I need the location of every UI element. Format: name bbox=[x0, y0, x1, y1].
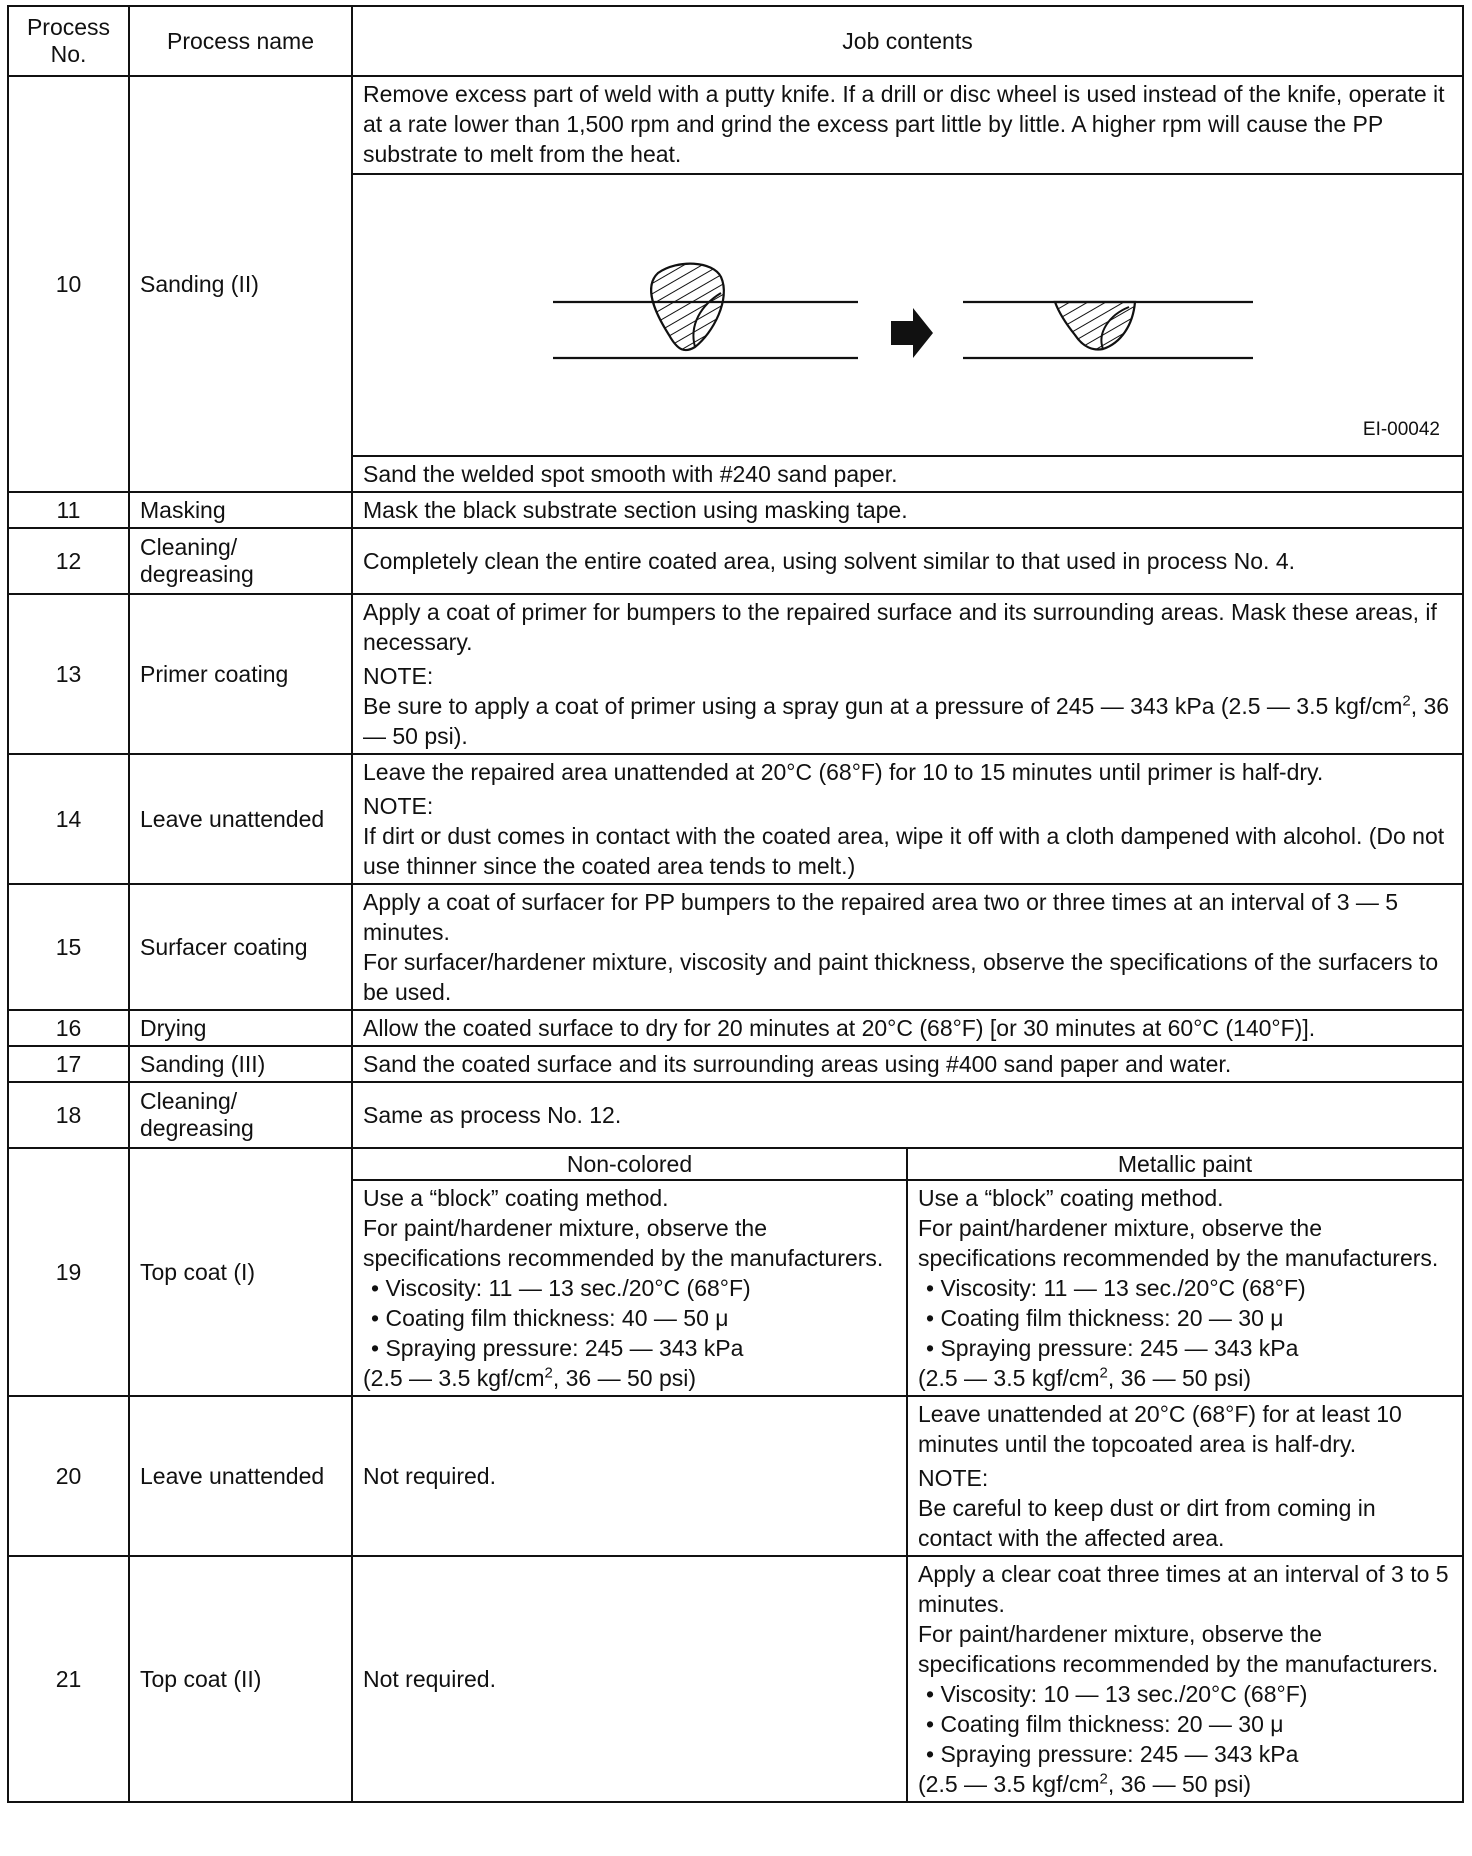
job-contents: Mask the black substrate section using masking tape. bbox=[352, 492, 1463, 528]
bullet-item: • Viscosity: 10 — 13 sec./20°C (68°F) bbox=[918, 1679, 1452, 1709]
process-name bbox=[129, 1082, 352, 1148]
process-name-text: Cleaning/ degreasing bbox=[140, 534, 254, 587]
bullet-item: • Spraying pressure: 245 — 343 kPa bbox=[918, 1333, 1452, 1363]
job-contents bbox=[352, 754, 1463, 884]
table-row bbox=[8, 1046, 1463, 1082]
weld-before-icon bbox=[553, 264, 858, 358]
job-text: Remove excess part of weld with a putty knife. If a drill or disc wheel is used instead of the knife, operate it at a rate lower than 1,500 rpm and grind the excess part little by little. A higher rpm will cause the PP substrate to melt from the heat. bbox=[363, 81, 1445, 167]
table-row bbox=[8, 1148, 1463, 1180]
process-number: 15 bbox=[8, 884, 129, 1010]
process-number: 18 bbox=[8, 1082, 129, 1148]
process-number: 19 bbox=[8, 1148, 129, 1396]
arrow-right-icon bbox=[891, 308, 933, 358]
table-row bbox=[8, 594, 1463, 754]
process-number: 12 bbox=[8, 528, 129, 594]
job-text: Apply a clear coat three times at an interval of 3 to 5 minutes. bbox=[918, 1561, 1449, 1617]
job-contents-non-colored: Not required. bbox=[352, 1396, 907, 1556]
process-number: 21 bbox=[8, 1556, 129, 1802]
process-number: 11 bbox=[8, 492, 129, 528]
table-row bbox=[8, 1082, 1463, 1148]
process-name: Leave unattended bbox=[129, 1396, 352, 1556]
job-text: Leave unattended at 20°C (68°F) for at least 10 minutes until the topcoated area is half-dry. bbox=[918, 1401, 1402, 1457]
note-label: NOTE: bbox=[363, 793, 434, 819]
weld-sanding-diagram bbox=[353, 175, 1464, 455]
bullet-item: • Spraying pressure: 245 — 343 kPa bbox=[918, 1739, 1452, 1769]
job-contents-non-colored bbox=[352, 1180, 907, 1396]
job-text: For paint/hardener mixture, observe the specifications recommended by the manufacturers. bbox=[918, 1621, 1439, 1677]
job-contents: Completely clean the entire coated area, using solvent similar to that used in process No. 4. bbox=[352, 528, 1463, 594]
job-contents: Sand the coated surface and its surrounding areas using #400 sand paper and water. bbox=[352, 1046, 1463, 1082]
process-name: Primer coating bbox=[129, 594, 352, 754]
process-name: Top coat (II) bbox=[129, 1556, 352, 1802]
table-row bbox=[8, 528, 1463, 594]
pressure-text: (2.5 — 3.5 kgf/$cm^2$, 36 — 50 psi) bbox=[363, 1364, 697, 1391]
job-contents-metallic bbox=[907, 1396, 1463, 1556]
bullet-item: • Viscosity: 11 — 13 sec./20°C (68°F) bbox=[918, 1273, 1452, 1303]
header-row bbox=[8, 6, 1463, 76]
subheader-metallic-paint: Metallic paint bbox=[907, 1148, 1463, 1180]
job-text: Leave the repaired area unattended at 20°C (68°F) for 10 to 15 minutes until primer is half-dry. bbox=[363, 759, 1324, 785]
process-name: Leave unattended bbox=[129, 754, 352, 884]
table-row bbox=[8, 884, 1463, 1010]
job-contents-metallic bbox=[907, 1180, 1463, 1396]
process-number: 20 bbox=[8, 1396, 129, 1556]
table-row bbox=[8, 1396, 1463, 1556]
process-name: Sanding (II) bbox=[129, 76, 352, 492]
figure-id: EI-00042 bbox=[1362, 419, 1441, 440]
job-text: Use a “block” coating method. bbox=[918, 1185, 1224, 1211]
note-text: Be sure to apply a coat of primer using a spray gun at a pressure of 245 — 343 kPa (2.5 — 3.5 kgf/$cm^2$, 36 — 50 psi). bbox=[363, 692, 1450, 749]
header-process-name: Process name bbox=[129, 6, 352, 76]
bullet-item: • Viscosity: 11 — 13 sec./20°C (68°F) bbox=[363, 1273, 896, 1303]
bullet-item: • Coating film thickness: 20 — 30 μ bbox=[918, 1709, 1452, 1739]
header-job-contents: Job contents bbox=[352, 6, 1463, 76]
header-process-no: Process No. bbox=[8, 6, 129, 76]
job-contents bbox=[352, 76, 1463, 174]
process-number: 10 bbox=[8, 76, 129, 492]
table-row bbox=[8, 1556, 1463, 1802]
job-contents: Allow the coated surface to dry for 20 minutes at 20°C (68°F) [or 30 minutes at 60°C (140°F)]. bbox=[352, 1010, 1463, 1046]
job-contents: Same as process No. 12. bbox=[352, 1082, 1463, 1148]
process-number: 14 bbox=[8, 754, 129, 884]
process-number: 17 bbox=[8, 1046, 129, 1082]
note-label: NOTE: bbox=[363, 663, 434, 689]
pressure-text: (2.5 — 3.5 kgf/$cm^2$, 36 — 50 psi) bbox=[918, 1364, 1252, 1391]
process-number: 13 bbox=[8, 594, 129, 754]
process-name: Masking bbox=[129, 492, 352, 528]
table-row bbox=[8, 76, 1463, 174]
note-text: Be careful to keep dust or dirt from coming in contact with the affected area. bbox=[918, 1495, 1376, 1551]
job-contents-non-colored: Not required. bbox=[352, 1556, 907, 1802]
weld-after-icon bbox=[963, 302, 1253, 358]
job-text: Use a “block” coating method. bbox=[363, 1185, 669, 1211]
process-name: Top coat (I) bbox=[129, 1148, 352, 1396]
note-label: NOTE: bbox=[918, 1465, 989, 1491]
process-name: Drying bbox=[129, 1010, 352, 1046]
weld-figure bbox=[352, 174, 1463, 456]
pressure-text: (2.5 — 3.5 kgf/$cm^2$, 36 — 50 psi) bbox=[918, 1770, 1252, 1797]
job-text: For surfacer/hardener mixture, viscosity and paint thickness, observe the specifications of the surfacers to be used. bbox=[363, 949, 1439, 1005]
process-name bbox=[129, 528, 352, 594]
process-name-text: Cleaning/ degreasing bbox=[140, 1088, 254, 1141]
table-row bbox=[8, 492, 1463, 528]
job-text: For paint/hardener mixture, observe the specifications recommended by the manufacturers. bbox=[363, 1215, 884, 1271]
job-contents bbox=[352, 594, 1463, 754]
job-contents bbox=[352, 884, 1463, 1010]
process-name: Sanding (III) bbox=[129, 1046, 352, 1082]
job-text: Apply a coat of primer for bumpers to the repaired surface and its surrounding areas. Mask these areas, if necessary. bbox=[363, 599, 1437, 655]
subheader-non-colored: Non-colored bbox=[352, 1148, 907, 1180]
table-row bbox=[8, 754, 1463, 884]
note-text: If dirt or dust comes in contact with the coated area, wipe it off with a cloth dampened with alcohol. (Do not use thinner since the coated area tends to melt.) bbox=[363, 823, 1445, 879]
job-contents: Sand the welded spot smooth with #240 sand paper. bbox=[352, 456, 1463, 492]
process-table bbox=[7, 5, 1464, 1803]
bullet-item: • Spraying pressure: 245 — 343 kPa bbox=[363, 1333, 896, 1363]
bullet-item: • Coating film thickness: 40 — 50 μ bbox=[363, 1303, 896, 1333]
process-name: Surfacer coating bbox=[129, 884, 352, 1010]
table-row bbox=[8, 1010, 1463, 1046]
job-contents-metallic bbox=[907, 1556, 1463, 1802]
job-text: For paint/hardener mixture, observe the specifications recommended by the manufacturers. bbox=[918, 1215, 1439, 1271]
job-text: Apply a coat of surfacer for PP bumpers to the repaired area two or three times at an interval of 3 — 5 minutes. bbox=[363, 889, 1399, 945]
bullet-item: • Coating film thickness: 20 — 30 μ bbox=[918, 1303, 1452, 1333]
process-number: 16 bbox=[8, 1010, 129, 1046]
